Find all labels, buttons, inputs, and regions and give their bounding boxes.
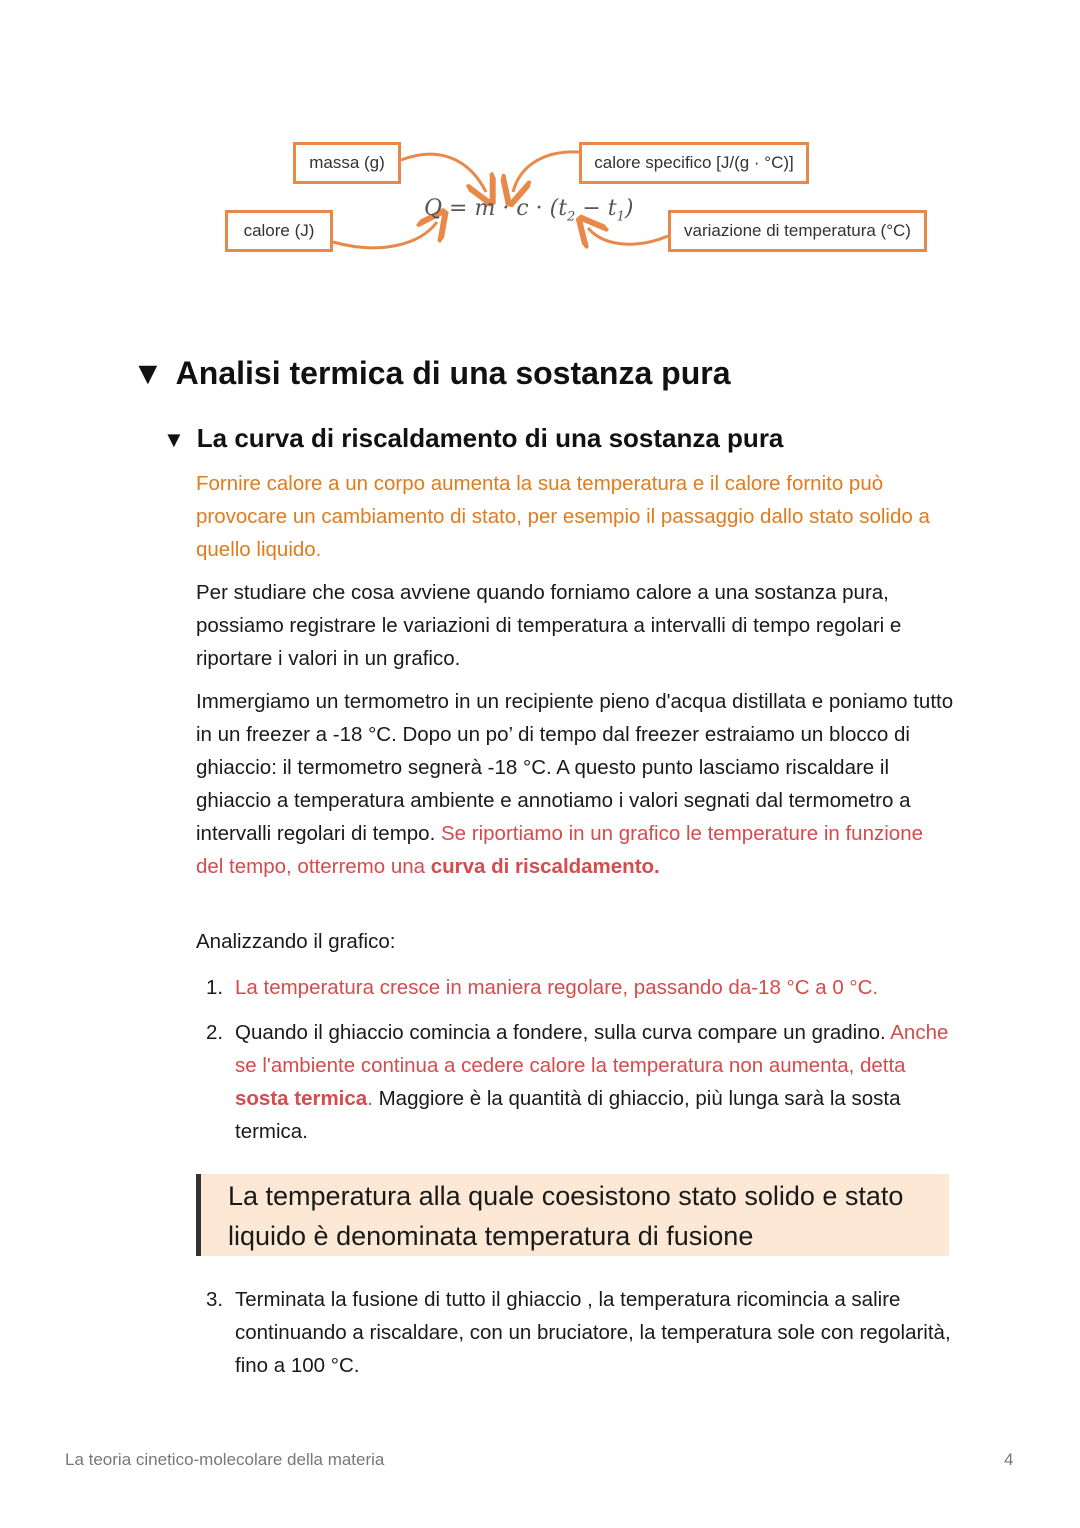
specific-heat-box: calore specifico [J/(g · °C)] <box>579 142 809 184</box>
temp-change-box: variazione di temperatura (°C) <box>668 210 927 252</box>
diagram-arrows <box>0 0 1080 300</box>
intro-paragraph: Fornire calore a un corpo aumenta la sua temperatura e il calore fornito può provocare un cambiamento di stato, per esempio il passaggio dallo stato solido a quello liquido. <box>196 472 930 561</box>
heat-box: calore (J) <box>225 210 333 252</box>
callout-box <box>196 1174 949 1256</box>
mass-box: massa (g) <box>293 142 401 184</box>
collapse-triangle-icon[interactable]: ▼ <box>163 427 185 452</box>
heat-formula: $Q = m \cdot c \cdot (t_2 - t_1)$ <box>424 196 634 225</box>
section-heading[interactable]: ▼ Analisi termica di una sostanza pura <box>132 355 731 391</box>
paragraph-2: Immergiamo un termometro in un recipiente pieno d'acqua distillata e poniamo tutto in un freezer a -18 °C. Dopo un po’ di tempo dal freezer estraiamo un blocco di ghiaccio: il termometro segnerà -18 °C. A questo punto lasciamo riscaldare il ghiaccio a temperatura ambiente e annotiamo i valori segnati dal termometro a intervalli regolari di tempo. Se riportiamo in un grafico le temperature in funzione del tempo, otterremo una curva di riscaldamento. <box>196 690 954 878</box>
arrow-heat <box>333 222 437 248</box>
page-number: 4 <box>1004 1450 1014 1469</box>
paragraph-1: Per studiare che cosa avviene quando forniamo calore a una sostanza pura, possiamo registrare le variazioni di temperatura a intervalli di tempo regolari e riportare i valori in un grafico. <box>196 581 902 670</box>
arrow-mass <box>401 154 486 192</box>
arrow-specific-heat <box>513 152 579 192</box>
footer-title: La teoria cinetico-molecolare della materia <box>65 1450 385 1469</box>
arrow-temp-change <box>588 228 668 244</box>
collapse-triangle-icon[interactable]: ▼ <box>132 355 164 391</box>
paragraph-3: Analizzando il grafico: <box>196 930 396 953</box>
callout-text: La temperatura alla quale coesistono stato solido e stato liquido è denominata temperatura di fusione <box>228 1181 904 1251</box>
subsection-heading[interactable]: ▼ La curva di riscaldamento di una sostanza pura <box>163 423 784 453</box>
